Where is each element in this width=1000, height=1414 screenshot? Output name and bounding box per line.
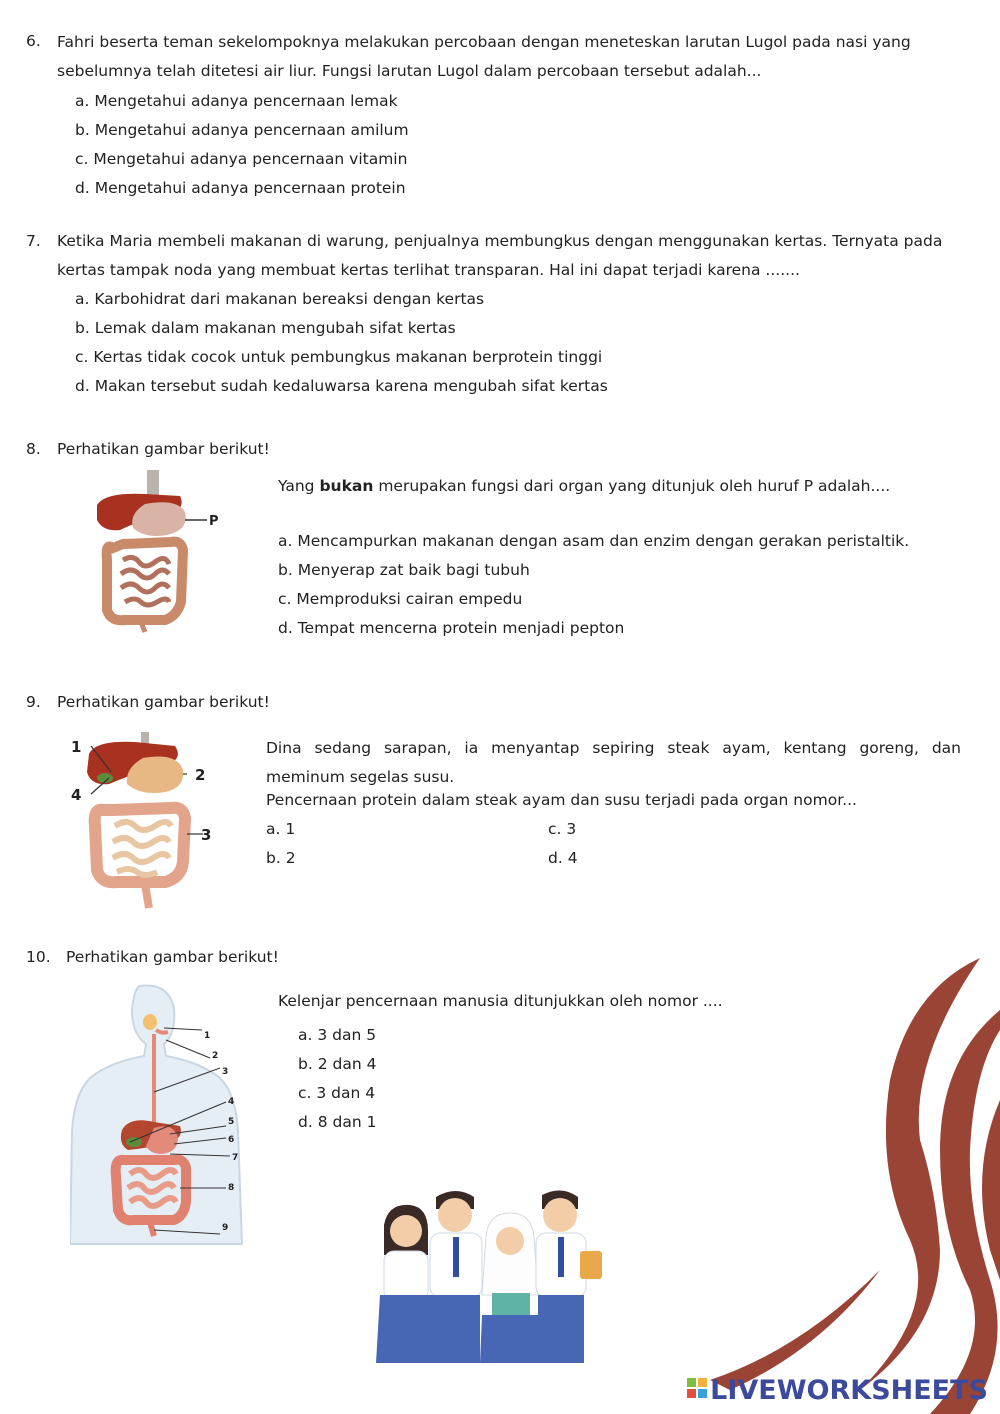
option-c[interactable]: c. 3 xyxy=(548,820,577,838)
option-b[interactable]: b. 2 dan 4 xyxy=(298,1055,377,1073)
question-number: 10. xyxy=(26,948,51,966)
option-b[interactable]: b. 2 xyxy=(266,849,296,867)
figure-label-4: 4 xyxy=(71,786,82,804)
option-a[interactable]: a. Karbohidrat dari makanan bereaksi dengan kertas xyxy=(75,290,485,308)
question-intro: Perhatikan gambar berikut! xyxy=(66,948,279,966)
option-d[interactable]: d. Makan tersebut sudah kedaluwarsa karena mengubah sifat kertas xyxy=(75,377,608,395)
figure-label-7: 7 xyxy=(232,1153,239,1163)
option-c[interactable]: c. Mengetahui adanya pencernaan vitamin xyxy=(75,150,408,168)
figure-label-1: 1 xyxy=(71,738,82,756)
watermark: LIVEWORKSHEETS xyxy=(687,1375,988,1406)
option-c[interactable]: c. 3 dan 4 xyxy=(298,1084,376,1102)
option-b[interactable]: b. Menyerap zat baik bagi tubuh xyxy=(278,561,530,579)
decorative-swoosh xyxy=(640,950,1000,1414)
question-stem: Dina sedang sarapan, ia menyantap sepiring steak ayam, kentang goreng, dan meminum segelas susu. xyxy=(266,739,961,786)
figure-label-3: 3 xyxy=(222,1067,229,1077)
figure-label-2: 2 xyxy=(195,766,206,784)
figure-label-1: 1 xyxy=(204,1031,211,1041)
digestive-organ-figure xyxy=(85,470,245,635)
question-number: 8. xyxy=(26,440,41,458)
figure-label-6: 6 xyxy=(228,1135,235,1145)
option-a[interactable]: a. Mengetahui adanya pencernaan lemak xyxy=(75,92,398,110)
question-number: 6. xyxy=(26,32,41,50)
figure-label-3: 3 xyxy=(201,826,212,844)
option-a[interactable]: a. 1 xyxy=(266,820,296,838)
figure-label-9: 9 xyxy=(222,1223,229,1233)
question-intro: Perhatikan gambar berikut! xyxy=(57,440,270,458)
question-intro: Perhatikan gambar berikut! xyxy=(57,693,270,711)
emphasis-bukan: bukan xyxy=(319,477,374,495)
figure-label-4: 4 xyxy=(228,1097,235,1107)
option-a[interactable]: a. Mencampurkan makanan dengan asam dan enzim dengan gerakan peristaltik. xyxy=(278,532,910,550)
option-d[interactable]: d. 8 dan 1 xyxy=(298,1113,377,1131)
question-stem: Kelenjar pencernaan manusia ditunjukkan oleh nomor .... xyxy=(278,992,723,1010)
figure-label-p: P xyxy=(209,514,219,529)
figure-label-2: 2 xyxy=(212,1051,219,1061)
question-stem-2: Pencernaan protein dalam steak ayam dan susu terjadi pada organ nomor... xyxy=(266,791,857,809)
option-a[interactable]: a. 3 dan 5 xyxy=(298,1026,377,1044)
option-d[interactable]: d. 4 xyxy=(548,849,578,867)
students-illustration xyxy=(370,1185,610,1365)
option-b[interactable]: b. Lemak dalam makanan mengubah sifat kertas xyxy=(75,319,456,337)
option-d[interactable]: d. Mengetahui adanya pencernaan protein xyxy=(75,179,406,197)
figure-label-8: 8 xyxy=(228,1183,235,1193)
liveworksheets-logo-icon xyxy=(687,1378,707,1398)
question-number: 7. xyxy=(26,232,41,250)
question-stem: Fahri beserta teman sekelompoknya melakukan percobaan dengan meneteskan larutan Lugol pada nasi yang sebelumnya telah ditetesi air liur. Fungsi larutan Lugol dalam percobaan tersebut adalah... xyxy=(57,33,911,80)
figure-label-5: 5 xyxy=(228,1117,235,1127)
human-body-digestive-figure xyxy=(70,982,260,1247)
question-stem: Ketika Maria membeli makanan di warung, penjualnya membungkus dengan menggunakan kertas. Ternyata pada kertas tampak noda yang membuat kertas terlihat transparan. Hal ini dapat terjadi karena ....... xyxy=(57,232,943,279)
option-d[interactable]: d. Tempat mencerna protein menjadi pepton xyxy=(278,619,625,637)
question-number: 9. xyxy=(26,693,41,711)
option-c[interactable]: c. Kertas tidak cocok untuk pembungkus makanan berprotein tinggi xyxy=(75,348,603,366)
question-stem: Yang bukan merupakan fungsi dari organ yang ditunjuk oleh huruf P adalah.... xyxy=(278,477,891,495)
option-c[interactable]: c. Memproduksi cairan empedu xyxy=(278,590,523,608)
option-b[interactable]: b. Mengetahui adanya pencernaan amilum xyxy=(75,121,409,139)
digestive-system-figure xyxy=(65,732,225,912)
